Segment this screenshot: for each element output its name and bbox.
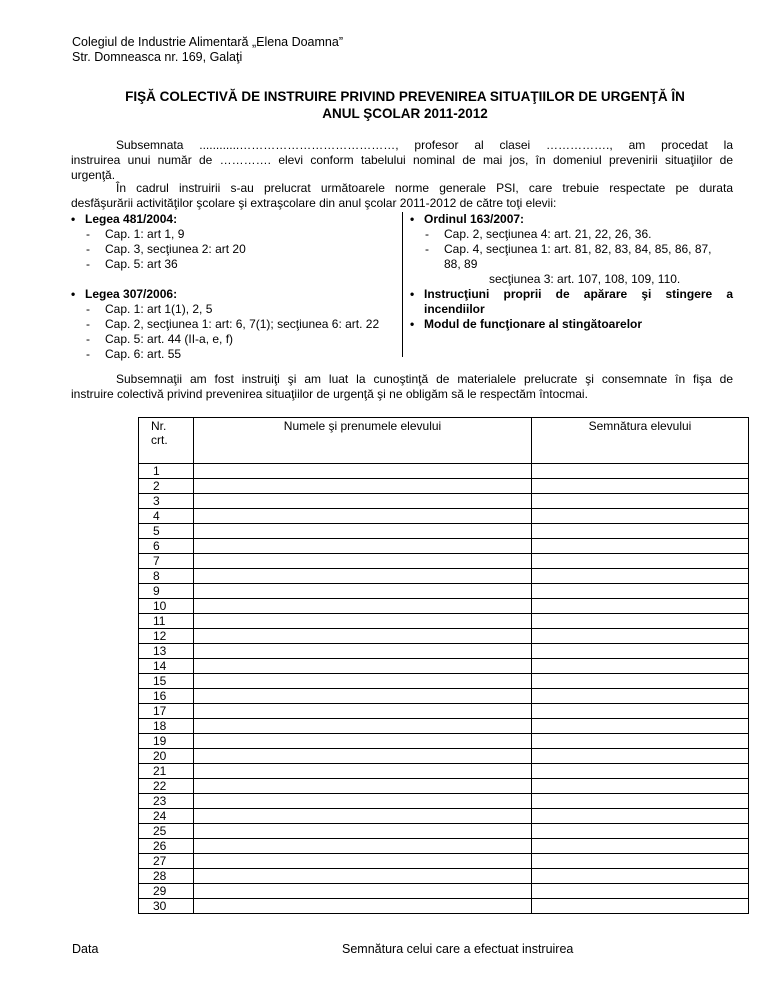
student-name-cell[interactable] <box>194 524 532 539</box>
table-row <box>139 524 749 539</box>
table-row <box>139 569 749 584</box>
table-row <box>139 704 749 719</box>
student-name-cell[interactable] <box>194 839 532 854</box>
student-name-cell[interactable] <box>194 569 532 584</box>
student-name-cell[interactable] <box>194 734 532 749</box>
student-name-cell[interactable] <box>194 584 532 599</box>
date-label: Data <box>72 942 99 956</box>
row-number: 22 <box>139 779 194 794</box>
order-163-items <box>410 227 733 272</box>
table-row <box>139 644 749 659</box>
row-number: 10 <box>139 599 194 614</box>
table-row <box>139 629 749 644</box>
table-row <box>139 854 749 869</box>
table-row <box>139 869 749 884</box>
student-name-cell[interactable] <box>194 629 532 644</box>
student-signature-cell[interactable] <box>532 539 749 554</box>
right-norms-column <box>410 212 733 332</box>
bullet-icon: • <box>410 317 415 331</box>
student-name-cell[interactable] <box>194 899 532 914</box>
student-signature-cell[interactable] <box>532 734 749 749</box>
student-signature-cell[interactable] <box>532 629 749 644</box>
bullet-icon: • <box>71 212 76 226</box>
row-number: 27 <box>139 854 194 869</box>
student-signature-cell[interactable] <box>532 899 749 914</box>
confirmation-paragraph <box>71 372 733 402</box>
student-signature-cell[interactable] <box>532 479 749 494</box>
student-name-cell[interactable] <box>194 719 532 734</box>
law-307-items <box>71 302 401 362</box>
student-name-cell[interactable] <box>194 479 532 494</box>
row-number: 16 <box>139 689 194 704</box>
student-signature-cell[interactable] <box>532 854 749 869</box>
student-name-cell[interactable] <box>194 554 532 569</box>
row-number: 19 <box>139 734 194 749</box>
school-name: Colegiul de Industrie Alimentară „Elena Doamna” <box>72 35 343 49</box>
student-signature-cell[interactable] <box>532 689 749 704</box>
table-header-row <box>139 418 749 464</box>
extinguisher-heading: • Modul de funcţionare al stingătoarelor <box>410 317 643 331</box>
row-number: 29 <box>139 884 194 899</box>
table-body <box>139 464 749 914</box>
student-name-cell[interactable] <box>194 869 532 884</box>
student-name-cell[interactable] <box>194 539 532 554</box>
table-row <box>139 779 749 794</box>
student-name-cell[interactable] <box>194 644 532 659</box>
table-row <box>139 809 749 824</box>
student-name-cell[interactable] <box>194 749 532 764</box>
student-signature-cell[interactable] <box>532 719 749 734</box>
table-row <box>139 749 749 764</box>
row-number: 8 <box>139 569 194 584</box>
row-number: 25 <box>139 824 194 839</box>
row-number: 6 <box>139 539 194 554</box>
student-name-cell[interactable] <box>194 704 532 719</box>
row-number: 5 <box>139 524 194 539</box>
row-number: 14 <box>139 659 194 674</box>
instructor-signature-label: Semnătura celui care a efectuat instruirea <box>342 942 574 956</box>
student-name-cell[interactable] <box>194 659 532 674</box>
document-title-line-1: FIŞĂ COLECTIVĂ DE INSTRUIRE PRIVIND PREVENIREA SITUAŢIILOR DE URGENŢĂ ÎN <box>125 89 685 104</box>
law-307-heading: • Legea 307/2006: <box>71 287 178 301</box>
student-name-cell[interactable] <box>194 614 532 629</box>
intro-line-1: Subsemnata ............…………………………………, profesor al clasei ……………., am procedat la <box>116 138 733 152</box>
row-number: 11 <box>139 614 194 629</box>
table-row <box>139 824 749 839</box>
row-number: 7 <box>139 554 194 569</box>
law-307-item: - Cap. 2, secţiunea 1: art: 6, 7(1); secţiunea 6: art. 22 <box>86 317 380 331</box>
student-signature-cell[interactable] <box>532 794 749 809</box>
law-481-item: - Cap. 3, secţiunea 2: art 20 <box>86 242 246 256</box>
intro-line-3: urgenţă. <box>71 168 116 182</box>
order-163-heading: • Ordinul 163/2007: <box>410 212 525 226</box>
student-signature-cell[interactable] <box>532 869 749 884</box>
column-header-signature: Semnătura elevului <box>532 418 749 464</box>
row-number: 23 <box>139 794 194 809</box>
student-name-cell[interactable] <box>194 779 532 794</box>
student-signature-cell[interactable] <box>532 584 749 599</box>
student-signature-cell[interactable] <box>532 599 749 614</box>
student-name-cell[interactable] <box>194 689 532 704</box>
norms-line-2: desfăşurării activităţilor şcolare şi extraşcolare din anul şcolar 2011-2012 de către toţi elevii: <box>71 196 557 210</box>
row-number: 13 <box>139 644 194 659</box>
student-signature-cell[interactable] <box>532 809 749 824</box>
law-307-item: - Cap. 1: art 1(1), 2, 5 <box>86 302 213 316</box>
table-row <box>139 794 749 809</box>
student-name-cell[interactable] <box>194 464 532 479</box>
law-481-items <box>71 227 401 272</box>
table-row <box>139 464 749 479</box>
law-307-item: - Cap. 5: art. 44 (II-a, e, f) <box>86 332 234 346</box>
student-signature-cell[interactable] <box>532 494 749 509</box>
row-number: 17 <box>139 704 194 719</box>
student-signature-cell[interactable] <box>532 524 749 539</box>
row-number: 21 <box>139 764 194 779</box>
table-row <box>139 599 749 614</box>
student-name-cell[interactable] <box>194 884 532 899</box>
table-row <box>139 839 749 854</box>
table-row <box>139 734 749 749</box>
row-number: 3 <box>139 494 194 509</box>
norms-line-1: În cadrul instruirii s-au prelucrat următoarele norme generale PSI, care trebuie respectate pe durata <box>116 181 733 195</box>
intro-paragraph <box>71 138 733 183</box>
row-number: 20 <box>139 749 194 764</box>
fire-instructions-heading: • Instrucţiuni proprii de apărare şi stingere a incendiilor <box>410 287 733 316</box>
row-number: 12 <box>139 629 194 644</box>
student-name-cell[interactable] <box>194 854 532 869</box>
bullet-icon: • <box>71 287 76 301</box>
table-row <box>139 539 749 554</box>
table-row <box>139 614 749 629</box>
bullet-icon: • <box>410 212 415 226</box>
student-name-cell[interactable] <box>194 794 532 809</box>
row-number: 18 <box>139 719 194 734</box>
row-number: 9 <box>139 584 194 599</box>
student-signature-cell[interactable] <box>532 614 749 629</box>
student-signature-cell[interactable] <box>532 674 749 689</box>
intro-line-2: instruirea unui număr de …………. elevi conform tabelului nominal de mai jos, în domeniul prevenirii situaţiilor de <box>71 153 733 167</box>
document-title-line-2: ANUL ŞCOLAR 2011-2012 <box>322 106 488 121</box>
row-number: 4 <box>139 509 194 524</box>
row-number: 2 <box>139 479 194 494</box>
row-number: 28 <box>139 869 194 884</box>
student-name-cell[interactable] <box>194 509 532 524</box>
table-row <box>139 674 749 689</box>
student-signature-cell[interactable] <box>532 659 749 674</box>
student-signature-cell[interactable] <box>532 554 749 569</box>
table-row <box>139 494 749 509</box>
row-number: 26 <box>139 839 194 854</box>
student-signature-cell[interactable] <box>532 764 749 779</box>
row-number: 30 <box>139 899 194 914</box>
student-signature-cell[interactable] <box>532 884 749 899</box>
table-row <box>139 554 749 569</box>
table-row <box>139 659 749 674</box>
table-row <box>139 764 749 779</box>
student-name-cell[interactable] <box>194 674 532 689</box>
law-481-item: - Cap. 1: art 1, 9 <box>86 227 185 241</box>
order-163-item: - Cap. 4, secţiunea 1: art. 81, 82, 83, 84, 85, 86, 87, 88, 89 <box>425 242 712 271</box>
student-name-cell[interactable] <box>194 824 532 839</box>
student-signature-cell[interactable] <box>532 704 749 719</box>
column-divider <box>402 212 403 357</box>
table-row <box>139 719 749 734</box>
order-163-subsection: secţiunea 3: art. 107, 108, 109, 110. <box>489 272 681 286</box>
row-number: 15 <box>139 674 194 689</box>
left-norms-column <box>71 212 401 362</box>
student-signature-cell[interactable] <box>532 749 749 764</box>
law-307-item: - Cap. 6: art. 55 <box>86 347 182 361</box>
law-481-heading: • Legea 481/2004: <box>71 212 178 226</box>
student-name-cell[interactable] <box>194 764 532 779</box>
table-row <box>139 584 749 599</box>
table-row <box>139 884 749 899</box>
student-roster-table <box>138 417 749 914</box>
bullet-icon: • <box>410 287 415 301</box>
table-row <box>139 479 749 494</box>
norms-paragraph <box>71 181 733 211</box>
student-signature-cell[interactable] <box>532 839 749 854</box>
order-163-item: - Cap. 2, secţiunea 4: art. 21, 22, 26, 36. <box>425 227 652 241</box>
student-name-cell[interactable] <box>194 494 532 509</box>
student-signature-cell[interactable] <box>532 644 749 659</box>
confirmation-line-1: Subsemnaţii am fost instruiţi şi am luat la cunoştinţă de materialele prelucrate şi consemnate în fişa de <box>116 372 733 386</box>
column-header-name: Numele şi prenumele elevului <box>194 418 532 464</box>
student-signature-cell[interactable] <box>532 569 749 584</box>
student-signature-cell[interactable] <box>532 779 749 794</box>
confirmation-line-2: instruire colectivă privind prevenirea situaţiilor de urgenţă şi ne obligăm să le respectăm întocmai. <box>71 387 588 401</box>
student-signature-cell[interactable] <box>532 824 749 839</box>
row-number: 24 <box>139 809 194 824</box>
table-row <box>139 899 749 914</box>
student-signature-cell[interactable] <box>532 509 749 524</box>
student-signature-cell[interactable] <box>532 464 749 479</box>
row-number: 1 <box>139 464 194 479</box>
table-row <box>139 689 749 704</box>
student-name-cell[interactable] <box>194 809 532 824</box>
law-481-item: - Cap. 5: art 36 <box>86 257 178 271</box>
table-row <box>139 509 749 524</box>
school-address: Str. Domneasca nr. 169, Galaţi <box>72 50 243 64</box>
student-name-cell[interactable] <box>194 599 532 614</box>
column-header-nr: Nr. crt. <box>139 418 194 464</box>
